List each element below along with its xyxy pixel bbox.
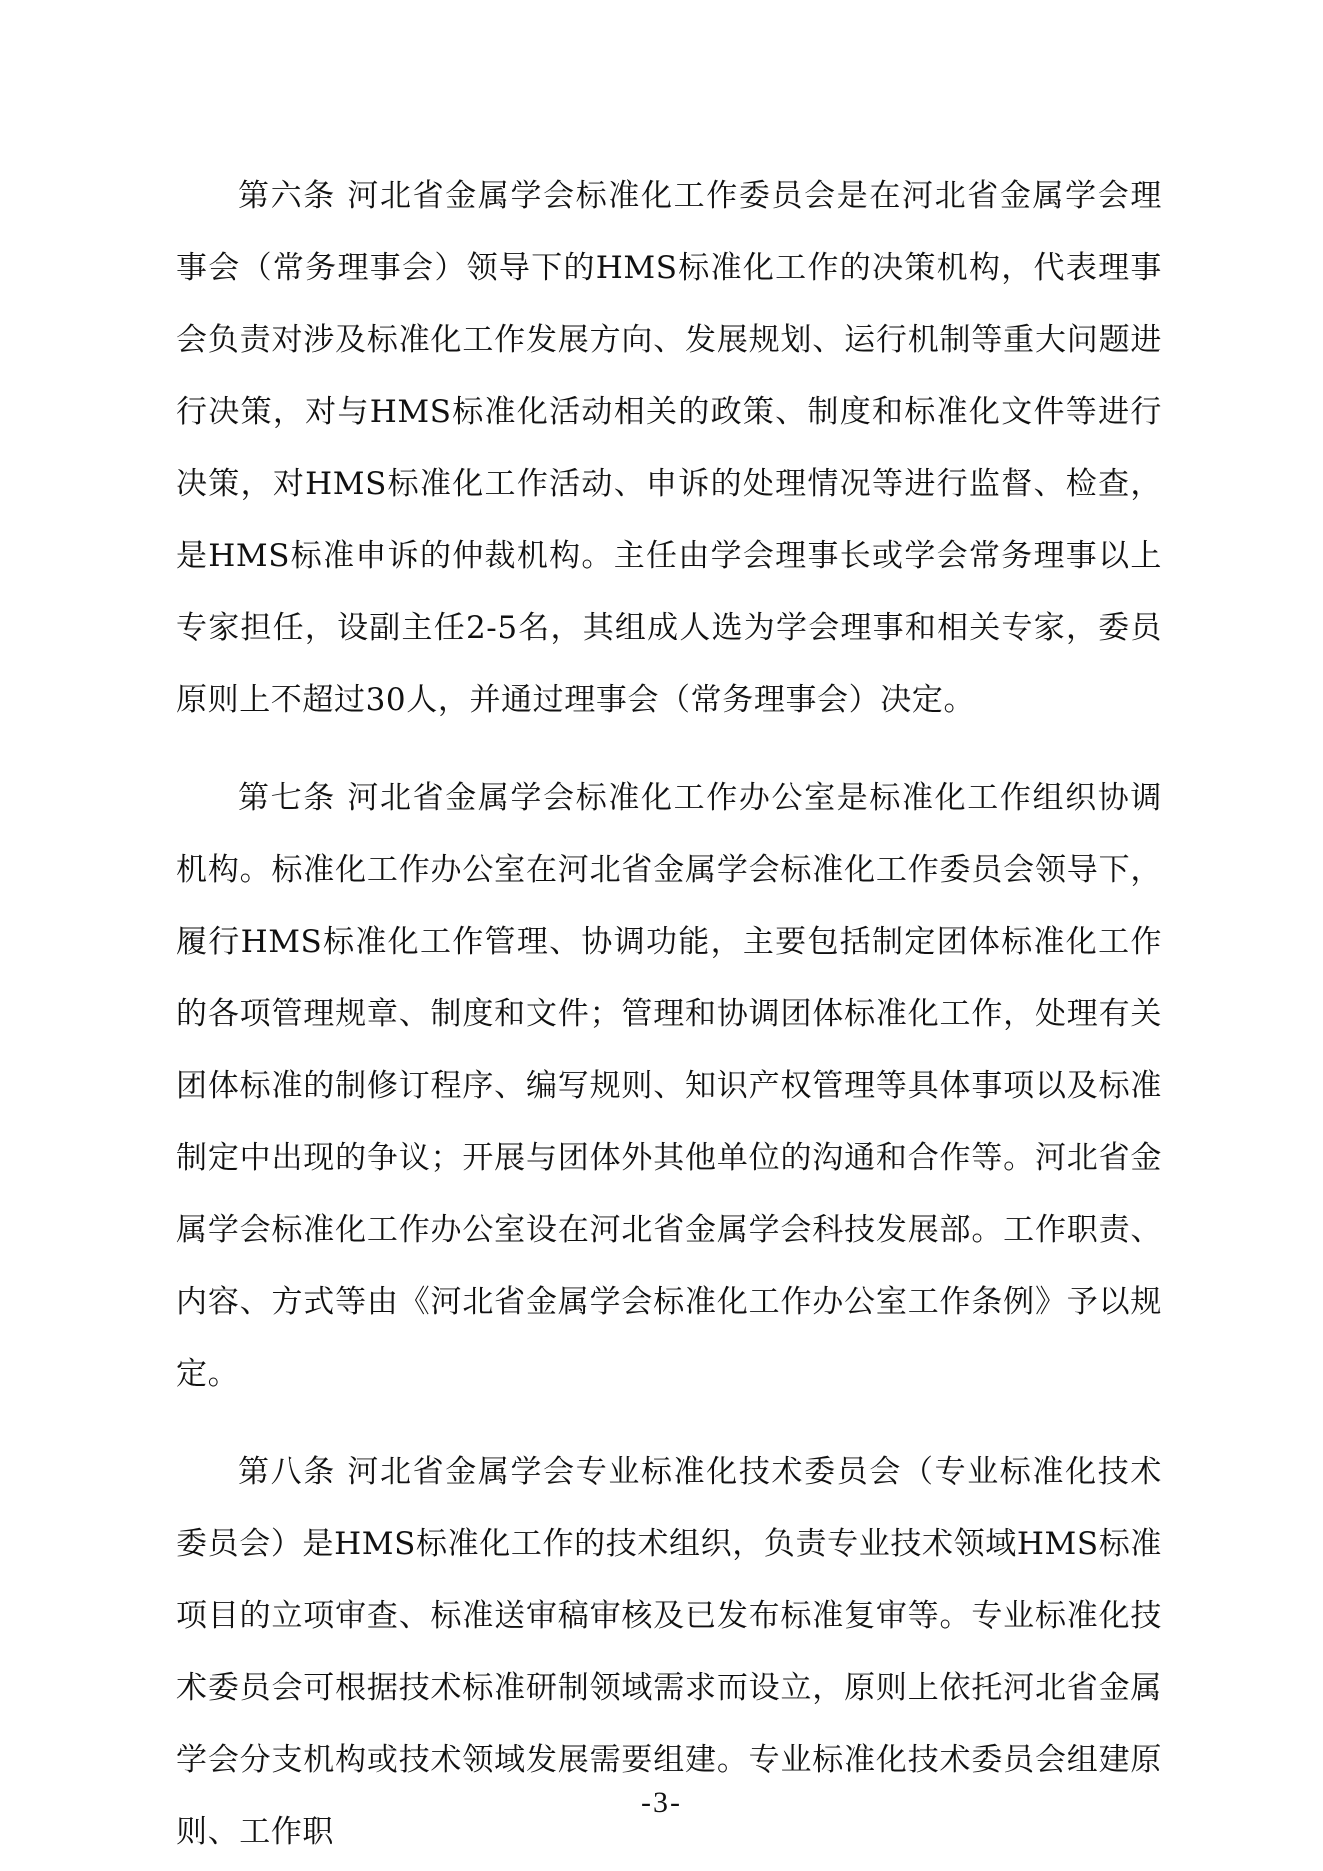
page-number: -3-	[641, 1786, 682, 1819]
paragraph-article-8: 第八条 河北省金属学会专业标准化技术委员会（专业标准化技术委员会）是HMS标准化工作的技术组织，负责专业技术领域HMS标准项目的立项审查、标准送审稿审核及已发布标准复审等。专业标准化技术委员会可根据技术标准研制领域需求而设立，原则上依托河北省金属学会分支机构或技术领域发展需要组建。专业标准化技术委员会组建原则、工作职	[176, 1454, 1162, 1850]
document-body	[176, 160, 1162, 1868]
paragraph-article-6: 第六条 河北省金属学会标准化工作委员会是在河北省金属学会理事会（常务理事会）领导下的HMS标准化工作的决策机构，代表理事会负责对涉及标准化工作发展方向、发展规划、运行机制等重大问题进行决策，对与HMS标准化活动相关的政策、制度和标准化文件等进行决策，对HMS标准化工作活动、申诉的处理情况等进行监督、检查，是HMS标准申诉的仲裁机构。主任由学会理事长或学会常务理事以上专家担任，设副主任2-5名，其组成人选为学会理事和相关专家，委员原则上不超过30人，并通过理事会（常务理事会）决定。	[176, 178, 1163, 718]
paragraph-article-7: 第七条 河北省金属学会标准化工作办公室是标准化工作组织协调机构。标准化工作办公室在河北省金属学会标准化工作委员会领导下，履行HMS标准化工作管理、协调功能，主要包括制定团体标准化工作的各项管理规章、制度和文件；管理和协调团体标准化工作，处理有关团体标准的制修订程序、编写规则、知识产权管理等具体事项以及标准制定中出现的争议；开展与团体外其他单位的沟通和合作等。河北省金属学会标准化工作办公室设在河北省金属学会科技发展部。工作职责、内容、方式等由《河北省金属学会标准化工作办公室工作条例》予以规定。	[176, 780, 1162, 1392]
